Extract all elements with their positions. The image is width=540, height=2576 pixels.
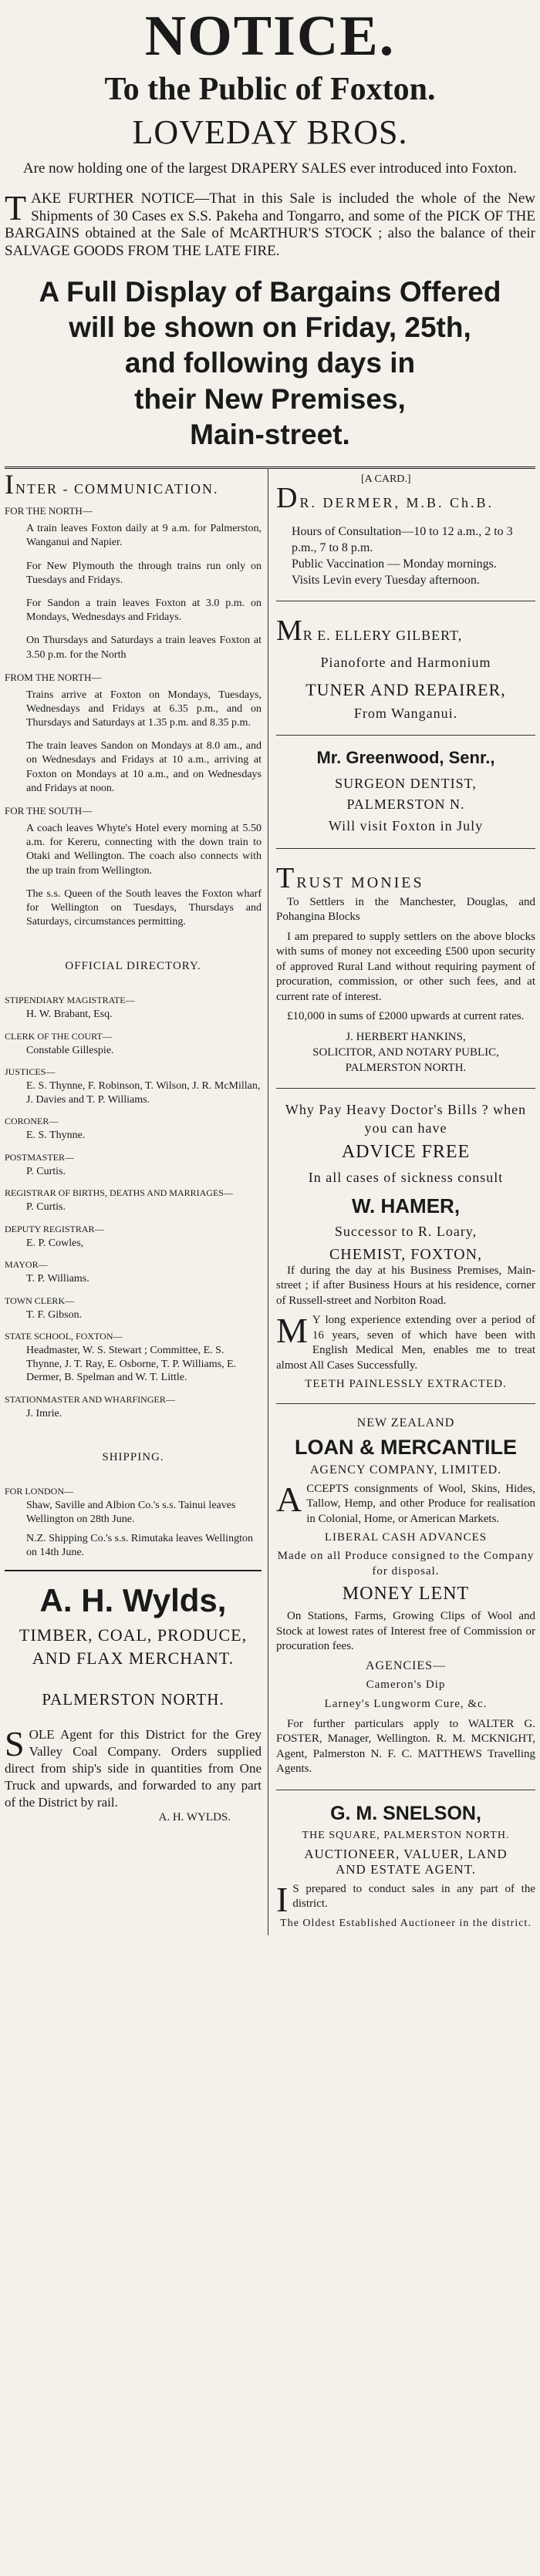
north-para: A train leaves Foxton daily at 9 a.m. for Palmerston, Wanganui and Napier. xyxy=(26,523,262,549)
directory-entry: DEPUTY REGISTRAR— E. P. Cowles, xyxy=(5,1223,104,1249)
hamer-chemist: CHEMIST, FOXTON, xyxy=(329,1245,483,1263)
shipping-title: SHIPPING. xyxy=(102,1451,164,1464)
money-lent: MONEY LENT xyxy=(342,1584,470,1605)
display-line: A Full Display of Bargains Offered xyxy=(39,275,501,308)
divider xyxy=(276,735,535,736)
display-line: will be shown on Friday, 25th, xyxy=(69,311,471,344)
greenwood-line: Will visit Foxton in July xyxy=(328,818,484,834)
gilbert-title: MR E. ELLERY GILBERT, xyxy=(276,615,463,648)
shipping-para: Shaw, Saville and Albion Co.'s s.s. Tainui leaves Wellington on 28th June. xyxy=(26,1500,236,1525)
card-tag: [A CARD.] xyxy=(361,473,411,486)
wylds-subtitle: TIMBER, COAL, PRODUCE, AND FLAX MERCHANT. xyxy=(19,1625,248,1668)
for-south-label: FOR THE SOUTH— xyxy=(5,805,93,817)
directory-entry: REGISTRAR OF BIRTHS, DEATHS AND MARRIAGES— P. Curtis. xyxy=(5,1187,233,1214)
further-notice-text xyxy=(5,187,535,261)
to-public-heading: To the Public of Foxton. xyxy=(104,72,436,107)
greenwood-line: PALMERSTON N. xyxy=(346,796,465,813)
two-column-layout xyxy=(5,469,535,1935)
trust-monies-title: TRUST MONIES xyxy=(276,861,424,894)
trust-para: £10,000 in sums of £2000 upwards at current rates. xyxy=(287,1010,525,1023)
wylds-name: A. H. Wylds, xyxy=(39,1582,227,1619)
advice-free: ADVICE FREE xyxy=(341,1142,471,1163)
snelson-name: G. M. SNELSON, xyxy=(330,1802,481,1824)
from-north-para: Trains arrive at Foxton on Mondays, Tuesdays, Wednesdays and Fridays at 6.35 p.m., and on Thursdays and Saturdays at 1.35 p.m. and 8.35 p.m. xyxy=(26,689,262,729)
from-north-para: The train leaves Sandon on Mondays at 8.0 am., and on Wednesdays and Fridays at 10 a.m., arriving at Foxton on Mondays at 10 a.m., and on Wednesdays and Fridays at noon. xyxy=(26,740,262,794)
divider xyxy=(276,1088,535,1089)
liberal-advances: LIBERAL CASH ADVANCES xyxy=(324,1531,488,1544)
gilbert-from: From Wanganui. xyxy=(353,705,458,721)
south-para: The s.s. Queen of the South leaves the Foxton wharf for Wellington on Tuesdays, Thursdays and Saturdays, circumstances permitting. xyxy=(26,887,262,928)
hankins-signature: J. HERBERT HANKINS, SOLICITOR, AND NOTARY PUBLIC, PALMERSTON NORTH. xyxy=(312,1030,499,1075)
agencies-label: AGENCIES— xyxy=(365,1658,447,1672)
directory-entry: TOWN CLERK— T. F. Gibson. xyxy=(5,1295,83,1321)
dermer-line: Hours of Consultation—10 to 12 a.m., 2 to 3 p.m., 7 to 8 p.m. xyxy=(292,525,513,554)
hamer-consult: In all cases of sickness consult xyxy=(308,1170,504,1186)
agency-item: Larney's Lungworm Cure, &c. xyxy=(324,1698,488,1711)
display-line: Main-street. xyxy=(190,418,350,450)
from-north-label: FROM THE NORTH— xyxy=(5,671,102,683)
dermer-title: DR. DERMER, M.B. Ch.B. xyxy=(276,482,494,515)
teeth-extracted: TEETH PAINLESSLY EXTRACTED. xyxy=(305,1378,507,1391)
greenwood-line: SURGEON DENTIST, xyxy=(335,776,477,792)
display-line: their New Premises, xyxy=(134,382,406,415)
left-column xyxy=(5,469,268,1935)
snelson-line: AUCTIONEER, VALUER, LAND xyxy=(304,1846,508,1861)
north-para: For New Plymouth the through trains run only on Tuesdays and Fridays. xyxy=(26,560,262,586)
wylds-town: PALMERSTON NORTH. xyxy=(42,1689,224,1709)
divider xyxy=(5,1570,262,1571)
snelson-oldest: The Oldest Established Auctioneer in the district. xyxy=(280,1917,532,1929)
directory-entry: JUSTICES— E. S. Thynne, F. Robinson, T. Wilson, J. R. McMillan, J. Davies and T. P. Williams. xyxy=(5,1066,261,1106)
right-column xyxy=(268,469,535,1935)
money-para: On Stations, Farms, Growing Clips of Wool and Stock at lowest rates of Interest free of Commission or procuration fees. xyxy=(276,1610,535,1653)
drapery-sale-text: Are now holding one of the largest DRAPERY SALES ever introduced into Foxton. xyxy=(22,160,518,177)
loan-accepts: ACCEPTS consignments of Wool, Skins, Hides, Tallow, Hemp, and other Produce for realisation in Colonial, Home, or American Markets. xyxy=(276,1479,535,1525)
snelson-para: I S prepared to conduct sales in any part of the district. xyxy=(276,1879,535,1919)
inter-communication-title: INTER - COMMUNICATION. xyxy=(5,469,219,500)
dermer-line: Public Vaccination — Monday mornings. xyxy=(292,557,497,571)
snelson-address: THE SQUARE, PALMERSTON NORTH. xyxy=(302,1829,510,1841)
loan-title: LOAN & MERCANTILE xyxy=(295,1436,517,1460)
directory-entry: STIPENDIARY MAGISTRATE— H. W. Brabant, Esq. xyxy=(5,995,135,1021)
loan-further: For further particulars apply to WALTER G. FOSTER, Manager, Wellington. R. M. MCKNIGHT, Agent, Palmerston N. F. C. MATTHEWS Travelling Agents. xyxy=(276,1717,535,1776)
snelson-line: AND ESTATE AGENT. xyxy=(335,1861,476,1877)
wylds-signature: A. H. WYLDS. xyxy=(158,1811,231,1824)
shipping-para: N.Z. Shipping Co.'s s.s. Rimutaka leaves Wellington on 14th June. xyxy=(26,1533,253,1558)
divider xyxy=(276,1403,535,1404)
directory-entry: MAYOR— T. P. Williams. xyxy=(5,1259,89,1285)
for-london-label: FOR LONDON— xyxy=(5,1486,74,1497)
notice-heading: NOTICE. xyxy=(144,5,396,68)
directory-entry: CORONER— E. S. Thynne. xyxy=(5,1116,86,1142)
full-display-heading xyxy=(5,274,535,453)
north-para: For Sandon a train leaves Foxton at 3.0 p.m. on Mondays, Wednesdays and Fridays. xyxy=(26,597,262,624)
gilbert-sub: Pianoforte and Harmonium xyxy=(320,655,491,671)
display-line: and following days in xyxy=(124,347,416,379)
wylds-body: SOLE Agent for this District for the Grey Valley Coal Company. Orders supplied direct from ship's side in quantities from One Truck and upwards, and forwarded to any part of the District by rail. xyxy=(5,1723,262,1810)
hamer-successor: Successor to R. Loary, xyxy=(334,1224,478,1240)
south-para: A coach leaves Whyte's Hotel every morning at 5.50 a.m. for Kereru, connecting with the down train to Otaki and Wellington. The coach also connects with the up train from Wellington. xyxy=(26,823,262,877)
official-directory-title: OFFICIAL DIRECTORY. xyxy=(65,960,201,973)
directory-entry: STATE SCHOOL, FOXTON— Headmaster, W. S. Stewart ; Committee, E. S. Thynne, J. T. Ray, E. Osborne, T. P. Williams, E. Dermer, B. Spelman and W. T. Little. xyxy=(5,1331,237,1384)
nz-label: NEW ZEALAND xyxy=(356,1416,455,1430)
for-north-label: FOR THE NORTH— xyxy=(5,505,93,517)
divider xyxy=(276,848,535,849)
loveday-bros-heading: LOVEDAY BROS. xyxy=(132,113,408,151)
trust-para: I am prepared to supply settlers on the above blocks with sums of money not exceeding £500 upon security of approved Rural Land without requiring payment of procuration, commission, or other such fees, and at current rate of interest. xyxy=(276,930,535,1003)
further-notice-body: AKE FURTHER NOTICE—That in this Sale is included the whole of the New Shipments of 30 Cases ex S.S. Pakeha and Tongarro, and some of the PICK OF THE BARGAINS obtained at the Sale of McARTHUR'S STOCK ; also the balance of their SALVAGE GOODS FROM THE LATE FIRE. xyxy=(5,190,535,260)
directory-entry: STATIONMASTER AND WHARFINGER— J. Imrie. xyxy=(5,1393,175,1419)
dermer-line: Visits Levin every Tuesday afternoon. xyxy=(292,573,480,587)
agency-item: Cameron's Dip xyxy=(366,1678,446,1691)
hamer-name: W. HAMER, xyxy=(351,1194,461,1218)
trust-sub: To Settlers in the Manchester, Douglas, and Pohangina Blocks xyxy=(276,895,535,924)
directory-entry: POSTMASTER— P. Curtis. xyxy=(5,1151,75,1177)
greenwood-name: Mr. Greenwood, Senr., xyxy=(316,748,495,768)
further-dropcap: T xyxy=(5,187,27,227)
hamer-why: Why Pay Heavy Doctor's Bills ? when you can have xyxy=(285,1102,527,1136)
loan-made: Made on all Produce consigned to the Company for disposal. xyxy=(277,1550,535,1578)
hamer-para: If during the day at his Business Premises, Main-street ; if after Business Hours at his residence, corner of Russell-street and Norbiton Road. xyxy=(276,1264,535,1307)
loan-agency: AGENCY COMPANY, LIMITED. xyxy=(309,1463,502,1477)
north-para: On Thursdays and Saturdays a train leaves Foxton at 3.50 p.m. for the North xyxy=(26,635,262,661)
gilbert-tuner: TUNER AND REPAIRER, xyxy=(305,679,506,699)
directory-entry: CLERK OF THE COURT— Constable Gillespie. xyxy=(5,1030,114,1056)
hamer-long: M Y long experience extending over a period of 16 years, seven of which have been with English Medical Men, enables me to treat almost All Cases Successfully. xyxy=(276,1311,535,1372)
